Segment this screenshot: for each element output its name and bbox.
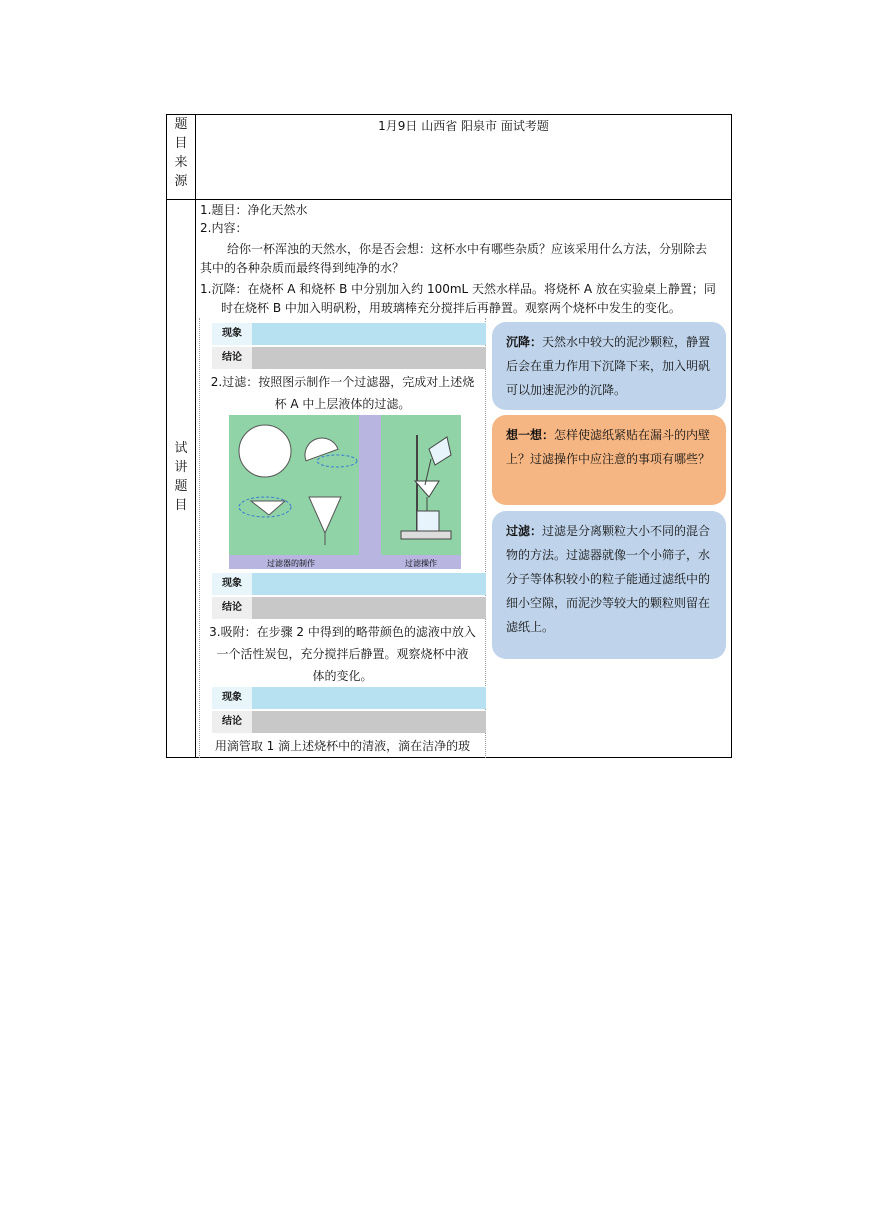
- observe-label: 现象: [212, 687, 252, 709]
- fig-caption-left: 过滤器的制作: [267, 559, 315, 568]
- callout-text: 天然水中较大的泥沙颗粒，静置后会在重力作用下沉降下来，加入明矾可以加速泥沙的沉降。: [506, 335, 711, 397]
- callout-title: 沉降：: [506, 335, 543, 349]
- conclude-label: 结论: [212, 597, 252, 619]
- source-label-char: 目: [174, 136, 188, 151]
- step3-line: 一个活性炭包，充分搅拌后静置。观察烧杯中液: [216, 647, 469, 661]
- conclude-label: 结论: [212, 347, 252, 369]
- topic-line: 1.题目：净化天然水: [200, 203, 308, 217]
- sedimentation-callout: [492, 322, 726, 410]
- observe-row: [212, 323, 486, 345]
- intro-line: 其中的各种杂质而最终得到纯净的水？: [200, 261, 405, 275]
- step2-line: 杯 A 中上层液体的过滤。: [274, 397, 411, 411]
- row-divider: [167, 199, 731, 200]
- conclude-cell[interactable]: [252, 597, 486, 619]
- callout-title: 过滤：: [506, 524, 543, 538]
- conclude-row: [212, 597, 486, 619]
- topic-label: [167, 439, 195, 515]
- step3-text: [199, 621, 486, 687]
- observe-cell[interactable]: [252, 573, 486, 595]
- source-label-char: 源: [174, 174, 188, 189]
- conclude-row: [212, 711, 486, 733]
- column-divider: [195, 115, 196, 757]
- conclude-label: 结论: [212, 711, 252, 733]
- step1-line: 时在烧杯 B 中加入明矾粉，用玻璃棒充分搅拌后再静置。观察两个烧杯中发生的变化。: [221, 301, 681, 315]
- conclude-cell[interactable]: [252, 711, 486, 733]
- callout-text: 怎样使滤纸紧贴在漏斗的内壁上？过滤操作中应注意的事项有哪些？: [506, 428, 711, 466]
- callout-title: 想一想：: [506, 428, 555, 442]
- observe-row: [212, 573, 486, 595]
- observe-cell[interactable]: [252, 323, 486, 345]
- think-callout: [492, 415, 726, 505]
- filtration-callout: [492, 511, 726, 659]
- observe-label: 现象: [212, 323, 252, 345]
- step3-line: 体的变化。: [312, 669, 373, 683]
- intro-line: 给你一杯浑浊的天然水，你是否会想：这杯水中有哪些杂质？应该采用什么方法，分别除去: [227, 242, 708, 256]
- filter-figure: [229, 415, 461, 569]
- step2-text: [199, 371, 486, 415]
- conclude-row: [212, 347, 486, 369]
- callout-text: 过滤是分离颗粒大小不同的混合物的方法。过滤器就像一个小筛子，水分子等体积较小的粒子能通过滤纸中的细小空隙，而泥沙等较大的颗粒则留在滤纸上。: [506, 524, 711, 634]
- figure-divider: [359, 415, 381, 569]
- step3-line: 3.吸附：在步骤 2 中得到的略带颜色的滤液中放入: [209, 625, 476, 639]
- source-label: [167, 115, 195, 191]
- stand-base: [401, 531, 451, 539]
- content-label: 2.内容：: [200, 221, 248, 235]
- last-line: 用滴管取 1 滴上述烧杯中的清液，滴在洁净的玻: [214, 739, 471, 753]
- exam-source-title: 1月9日 山西省 阳泉市 面试考题: [378, 119, 549, 133]
- step2-line: 2.过滤：按照图示制作一个过滤器，完成对上述烧: [210, 375, 475, 389]
- topic-label-char: 目: [174, 498, 188, 513]
- topic-label-char: 讲: [174, 460, 188, 475]
- exam-table: [166, 114, 732, 758]
- conclude-cell[interactable]: [252, 347, 486, 369]
- observe-row: [212, 687, 486, 709]
- observe-label: 现象: [212, 573, 252, 595]
- step1-line: 1.沉降：在烧杯 A 和烧杯 B 中分别加入约 100mL 天然水样品。将烧杯 A 放在实验桌上静置；同: [200, 282, 716, 296]
- topic-label-char: 试: [174, 441, 188, 456]
- source-label-char: 题: [174, 117, 188, 132]
- observe-cell[interactable]: [252, 687, 486, 709]
- source-label-char: 来: [174, 155, 188, 170]
- topic-label-char: 题: [174, 479, 188, 494]
- beaker: [417, 511, 439, 531]
- fig-caption-right: 过滤操作: [405, 559, 437, 568]
- filter-paper-circle: [239, 425, 291, 477]
